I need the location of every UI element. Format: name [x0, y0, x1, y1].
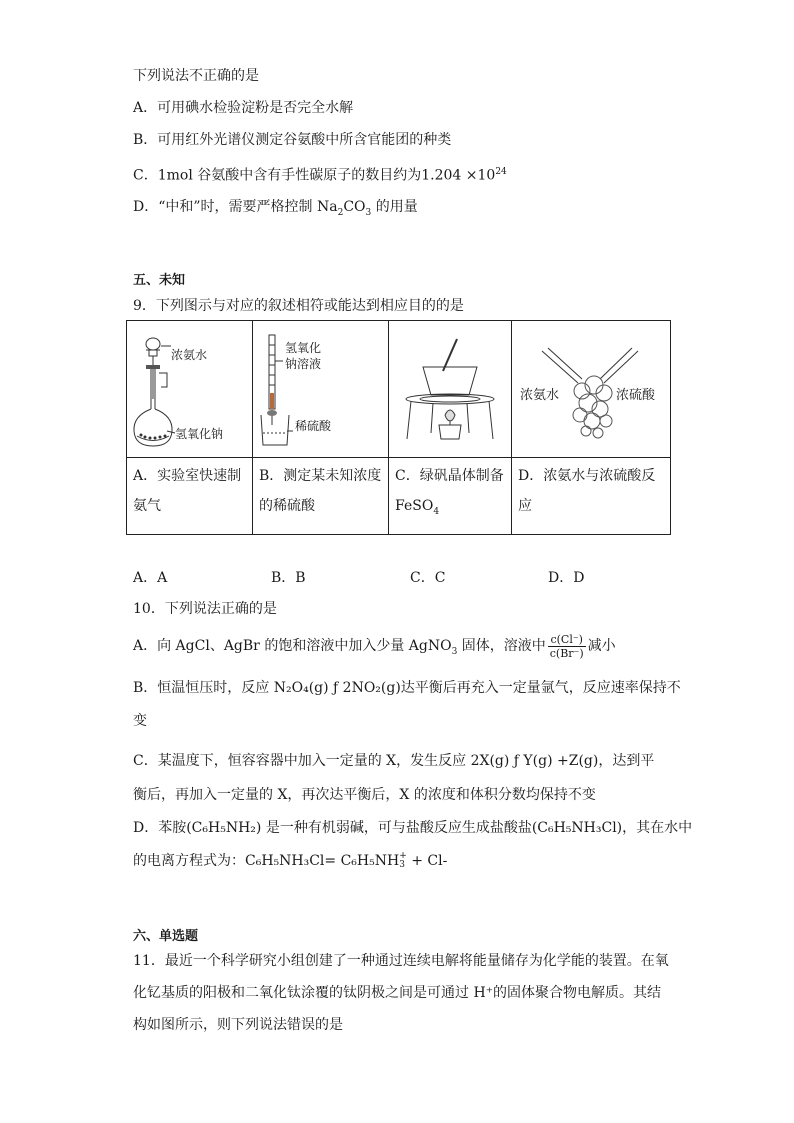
section-5-heading: 五、未知	[133, 273, 186, 288]
q11-line1: 11．最近一个科学研究小组创建了一种通过连续电解将能量储存为化学能的装置。在氧	[133, 953, 669, 969]
q10-option-c-line1: C．某温度下，恒容容器中加入一定量的 X，发生反应 2X(g) ƒ Y(g) +Z(g)，达到平	[133, 753, 655, 769]
q8-option-d	[133, 197, 418, 223]
q9-caption-a-line2: 氨气	[133, 498, 161, 514]
label-dilute-sulfuric: 稀硫酸	[295, 419, 332, 433]
q10-option-d-line1: D．苯胺(C₆H₅NH₂) 是一种有机弱碱，可与盐酸反应生成盐酸盐(C₆H₅NH₃Cl)，其在水中	[133, 820, 693, 836]
q8-d-text2: CO	[343, 199, 366, 215]
q9-figure-b-cell	[253, 321, 389, 458]
q8-option-a: A．可用碘水检验淀粉是否完全水解	[133, 100, 354, 116]
q9-figure-d	[512, 321, 670, 457]
q10-a-sub: 3	[451, 646, 458, 657]
q9-caption-a	[127, 458, 253, 535]
q9-caption-c-formula: FeSO	[395, 498, 434, 514]
q9-caption-b-line1: B．测定某未知浓度	[259, 468, 382, 484]
q9-option-d: D．D	[548, 570, 585, 586]
q9-figure-table	[126, 320, 671, 535]
q9-figure-d-cell	[512, 321, 671, 458]
q9-caption-c-line1: C．绿矾晶体制备	[395, 468, 504, 484]
q10-a-text1: A．向 AgCl、AgBr 的饱和溶液中加入少量 AgNO	[133, 638, 452, 654]
q10-d-charge	[399, 852, 407, 870]
q9-caption-d	[512, 458, 671, 535]
q8-stem: 下列说法不正确的是	[133, 68, 259, 84]
q11-line2: 化钇基质的阳极和二氧化钛涂覆的钛阴极之间是可通过 H⁺的固体聚合物电解质。其结	[133, 985, 662, 1001]
q9-figure-c	[389, 321, 511, 457]
q9-option-a: A．A	[133, 570, 168, 586]
q10-d-sup: +	[399, 851, 407, 861]
q10-stem: 10．下列说法正确的是	[133, 601, 277, 617]
label-naoh-solution-2: 钠溶液	[285, 357, 322, 371]
q10-option-c-line2: 衡后，再加入一定量的 X，再次达平衡后，X 的浓度和体积分数均保持不变	[133, 787, 596, 803]
evaporating-dish-icon	[389, 321, 511, 457]
q10-option-d-line2	[133, 851, 447, 871]
q9-caption-c-sub: 4	[433, 506, 440, 517]
q10-a-numerator: c(Cl⁻)	[548, 633, 586, 647]
q9-caption-a-line1: A．实验室快速制	[133, 468, 242, 484]
q10-d-sub: 3	[399, 860, 405, 870]
q9-figure-c-cell	[389, 321, 512, 458]
q9-figure-b	[253, 321, 388, 457]
q8-d-text3: 的用量	[371, 199, 418, 215]
q10-option-b-line1: B．恒温恒压时，反应 N₂O₄(g) ƒ 2NO₂(g)达平衡后再充入一定量氩气，反应速率保持不	[133, 680, 681, 696]
q9-caption-b-line2: 的稀硫酸	[259, 498, 315, 514]
q10-a-fraction	[548, 633, 586, 660]
q8-c-exp: 24	[495, 167, 507, 177]
q8-d-sub1: 2	[337, 207, 344, 218]
q9-caption-b	[253, 458, 389, 535]
q10-a-denominator: c(Br⁻)	[549, 646, 584, 660]
q9-caption-d-line2: 应	[518, 498, 532, 514]
q9-option-b: B．B	[271, 570, 306, 586]
section-6-heading: 六、单选题	[133, 929, 199, 944]
q9-figure-a	[127, 321, 252, 457]
q10-d-text1: 的电离方程式为：C₆H₅NH₃Cl= C₆H₅NH	[133, 853, 400, 869]
q10-d-text2: + Cl-	[406, 853, 448, 869]
q8-d-text1: D．“中和”时，需要严格控制 Na	[133, 199, 338, 215]
q10-option-b-line2: 变	[133, 713, 147, 729]
label-conc-sulfuric-d: 浓硫酸	[616, 388, 656, 403]
label-naoh: 氢氧化钠	[175, 427, 224, 441]
q10-a-text2: 固体，溶液中	[457, 638, 546, 654]
q9-stem: 9．下列图示与对应的叙述相符或能达到相应目的的是	[133, 298, 464, 314]
q9-caption-c	[389, 458, 512, 535]
q8-option-b: B．可用红外光谱仪测定谷氨酸中所含官能团的种类	[133, 132, 452, 148]
q10-a-text3: 减小	[587, 638, 616, 654]
q8-d-sub2: 3	[365, 207, 372, 218]
q9-figure-a-cell	[127, 321, 253, 458]
q9-option-c: C．C	[410, 570, 446, 586]
q10-option-a	[133, 632, 616, 666]
label-naoh-solution-1: 氢氧化	[285, 341, 322, 355]
q8-c-text: C．1mol 谷氨酸中含有手性碳原子的数目约为1.204 ×10	[133, 167, 496, 184]
q9-caption-c-line2	[395, 491, 505, 527]
q8-option-c	[133, 162, 507, 186]
label-conc-ammonia: 浓氨水	[171, 348, 208, 362]
q11-line3: 构如图所示，则下列说法错误的是	[133, 1017, 343, 1033]
q9-caption-d-line1: D．浓氨水与浓硫酸反	[518, 468, 656, 484]
label-conc-ammonia-d: 浓氨水	[520, 388, 560, 403]
